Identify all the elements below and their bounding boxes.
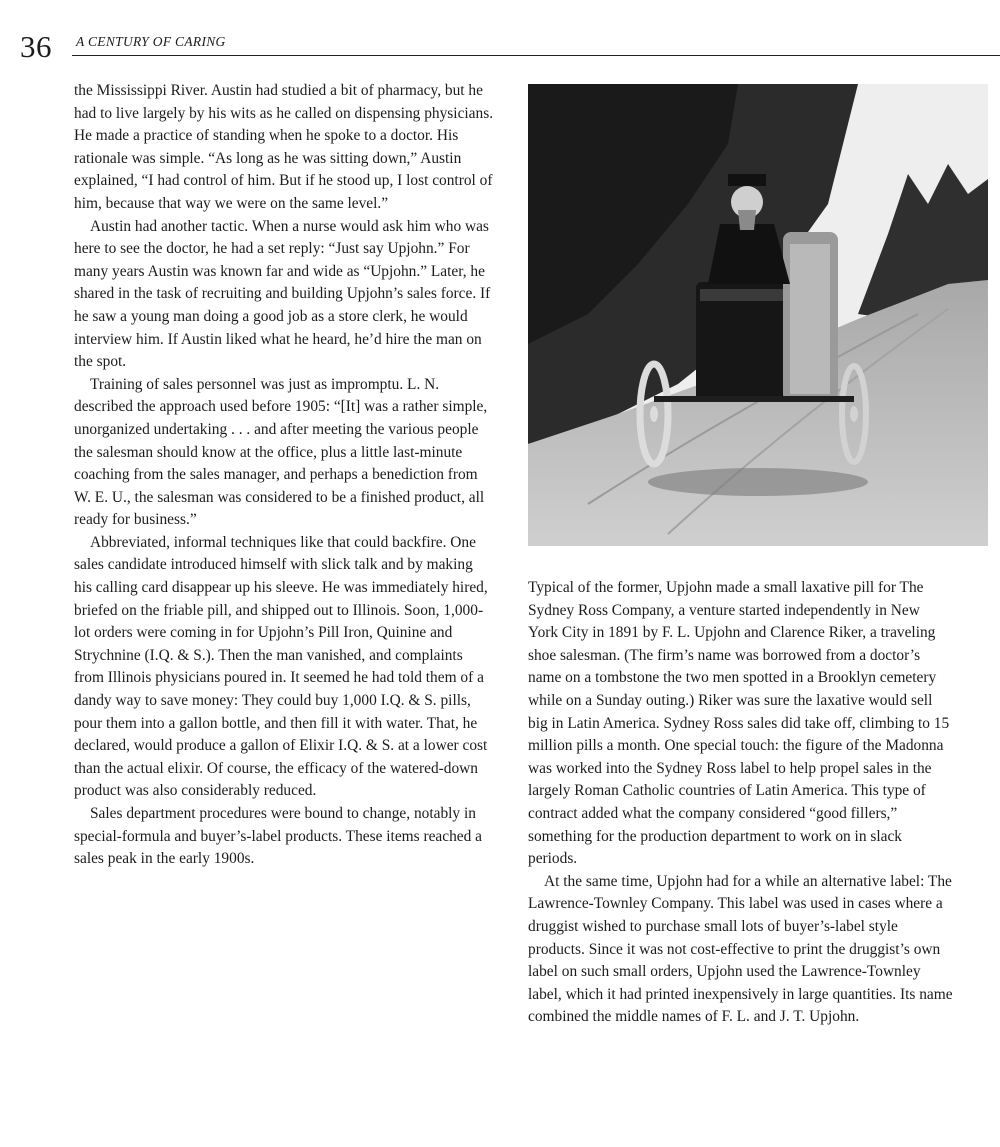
page-number: 36 xyxy=(20,29,52,64)
left-column xyxy=(74,80,494,871)
paragraph: Training of sales personnel was just as impromptu. L. N. described the approach used before 1905: “[It] was a rather simple, unorganized undertaking . . . and after meeting the various people the salesman should know at the office, plus a little last-minute coaching from the sales manager, and perhaps a benediction from W. E. U., the salesman was considered to be a finished product, all ready for business.” xyxy=(74,375,488,529)
header-rule xyxy=(72,55,1000,56)
paragraph: Sales department procedures were bound to change, notably in special-formula and buyer’s-label products. These items reached a sales peak in the early 1900s. xyxy=(74,805,482,868)
photo-icon xyxy=(528,84,988,546)
paragraph: Typical of the former, Upjohn made a small laxative pill for The Sydney Ross Company, a venture started independently in New York City in 1891 by F. L. Upjohn and Clarence Riker, a traveling shoe salesman. (The firm’s name was borrowed from a doctor’s name on a tombstone the two men spotted in a Brooklyn cemetery while on a Sunday outing.) Riker was sure the laxative would sell big in Latin America. Sydney Ross sales did take off, climbing to 15 million pills a month. One special touch: the figure of the Madonna was worked into the Sydney Ross label to help propel sales in the largely Roman Catholic countries of Latin America. This type of contract added what the company considered “good fillers,” something for the production department to work on in slack periods. xyxy=(528,579,950,868)
page-header xyxy=(0,0,1000,70)
paragraph: Austin had another tactic. When a nurse would ask him who was here to see the doctor, he had a set reply: “Just say Upjohn.” For many years Austin was known far and wide as “Upjohn.” Later, he shared in the task of recruiting and building Upjohn’s sales force. If he saw a young man doing a good job as a store clerk, he would interview him. If Austin liked what he heard, he’d hire the man on the spot. xyxy=(74,217,491,371)
historical-photo xyxy=(528,84,988,546)
right-column xyxy=(528,577,953,1029)
running-title: A CENTURY OF CARING xyxy=(76,34,226,49)
paragraph: Abbreviated, informal techniques like that could backfire. One sales candidate introduced himself with slick talk and by making his calling card disappear up his sleeve. He was immediately hired, briefed on the friable pill, and shipped out to Illinois. Soon, 1,000-lot orders were coming in for Upjohn’s Pill Iron, Quinine and Strychnine (I.Q. & S.). Then the man vanished, and complaints from Illinois physicians poured in. It seemed he had told them of a dandy way to save money: They could buy 1,000 I.Q. & S. pills, pour them into a gallon bottle, and then fill it with water. That, he declared, would produce a gallon of Elixir I.Q. & S. at a lower cost than the actual elixir. Of course, the efficacy of the watered-down product was also considerably reduced. xyxy=(74,533,488,800)
paragraph: the Mississippi River. Austin had studied a bit of pharmacy, but he had to live largely by his wits as he called on dispensing physicians. He made a practice of standing when he spoke to a doctor. His rationale was simple. “As long as he was sitting down,” Austin explained, “I had control of him. But if he stood up, I lost control of him, because that way we were on the same level.” xyxy=(74,82,494,212)
paragraph: At the same time, Upjohn had for a while an alternative label: The Lawrence-Townley Company. This label was used in cases where a druggist wished to purchase small lots of buyer’s-label style products. Since it was not cost-effective to print the druggist’s own label on such small orders, Upjohn used the Lawrence-Townley label, which it had printed inexpensively in large quantities. Its name combined the middle names of F. L. and J. T. Upjohn. xyxy=(528,872,953,1026)
